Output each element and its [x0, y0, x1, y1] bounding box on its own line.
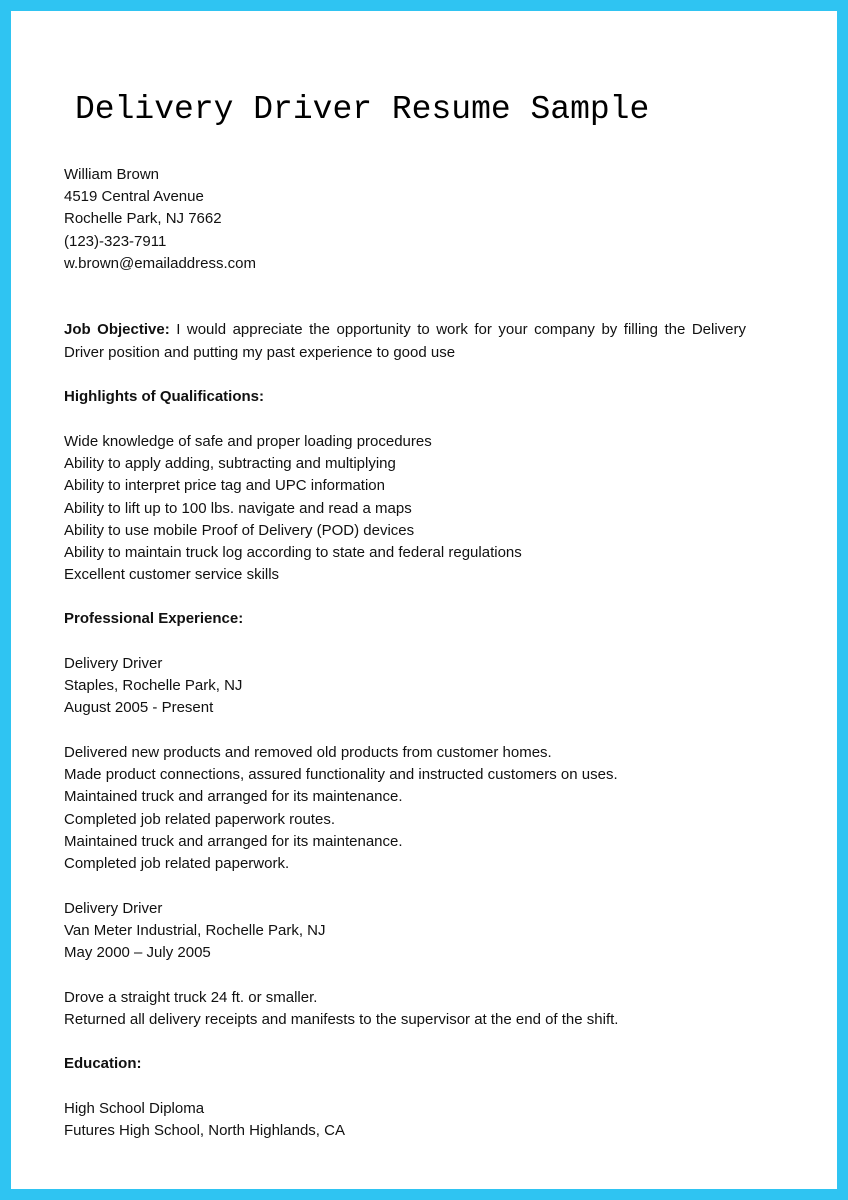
- job-title: Delivery Driver: [64, 900, 163, 917]
- education-heading: Education:: [64, 1055, 142, 1072]
- qualifications-heading: Highlights of Qualifications:: [64, 388, 264, 405]
- job-dates: August 2005 - Present: [64, 699, 214, 717]
- list-item: Drove a straight truck 24 ft. or smaller.: [64, 989, 318, 1006]
- experience-heading: Professional Experience:: [64, 610, 244, 627]
- objective-label: Job Objective:: [64, 321, 170, 338]
- list-item: Ability to apply adding, subtracting and multiplying: [64, 455, 396, 473]
- list-item: Maintained truck and arranged for its maintenance.: [64, 832, 403, 850]
- list-item: Excellent customer service skills: [64, 566, 280, 584]
- contact-email: w.brown@emailaddress.com: [64, 254, 256, 272]
- list-item: Ability to interpret price tag and UPC information: [64, 477, 385, 495]
- list-item: Wide knowledge of safe and proper loading procedures: [64, 433, 432, 450]
- list-item: Ability to use mobile Proof of Delivery (POD) devices: [64, 521, 415, 539]
- list-item: Completed job related paperwork routes.: [64, 810, 335, 828]
- list-item: Ability to lift up to 100 lbs. navigate and read a maps: [64, 499, 412, 517]
- contact-block: [64, 164, 746, 275]
- education-school: Futures High School, North Highlands, CA: [64, 1122, 345, 1140]
- job-1-duties: [64, 742, 746, 875]
- qualifications-list: [64, 431, 746, 586]
- objective-text: I would appreciate the opportunity to work for your company by filling the Delivery Driver position and putting my past experience to good use: [64, 321, 747, 361]
- list-item: Ability to maintain truck log according to state and federal regulations: [64, 543, 522, 561]
- job-dates: May 2000 – July 2005: [64, 944, 211, 962]
- education-block: [64, 1098, 746, 1142]
- list-item: Delivered new products and removed old products from customer homes.: [64, 744, 552, 761]
- page-title: Delivery Driver Resume Sample: [75, 91, 650, 128]
- education-degree: High School Diploma: [64, 1100, 205, 1117]
- job-2-header: [64, 898, 746, 965]
- contact-city: Rochelle Park, NJ 7662: [64, 210, 222, 228]
- list-item: Returned all delivery receipts and manifests to the supervisor at the end of the shift.: [64, 1011, 619, 1029]
- job-title: Delivery Driver: [64, 655, 163, 672]
- contact-name: William Brown: [64, 166, 160, 183]
- list-item: Completed job related paperwork.: [64, 854, 290, 872]
- job-company: Van Meter Industrial, Rochelle Park, NJ: [64, 922, 326, 940]
- contact-address: 4519 Central Avenue: [64, 188, 204, 206]
- job-1-header: [64, 653, 746, 720]
- contact-phone: (123)-323-7911: [64, 232, 167, 250]
- list-item: Made product connections, assured functionality and instructed customers on uses.: [64, 766, 618, 784]
- job-company: Staples, Rochelle Park, NJ: [64, 677, 243, 695]
- job-2-duties: [64, 987, 746, 1031]
- list-item: Maintained truck and arranged for its maintenance.: [64, 788, 403, 806]
- job-objective: [64, 319, 746, 365]
